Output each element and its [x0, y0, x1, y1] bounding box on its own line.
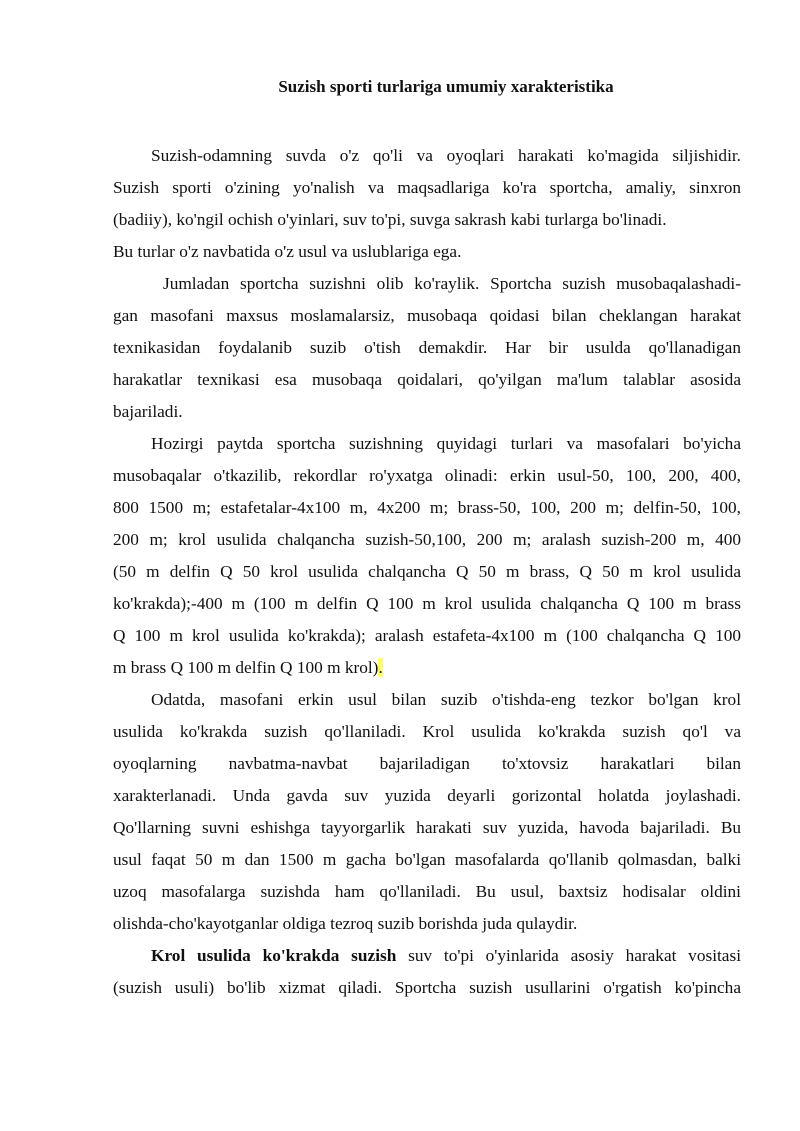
text-line: Qo'llarning suvni eshishga tayyorgarlik harakati suv yuzida, havoda bajariladi. Bu	[113, 818, 741, 837]
text-line: musobaqalar o'tkazilib, rekordlar ro'yxatga olinadi: erkin usul-50, 100, 200, 400,	[113, 466, 741, 485]
text-line: Suzish sporti o'zining yo'nalish va maqsadlariga ko'ra sportcha, amaliy, sinxron	[113, 178, 741, 197]
text-line: texnikasidan foydalanib suzib o'tish demakdir. Har bir usulda qo'llanadigan	[113, 338, 741, 357]
text-line: 800 1500 m; estafetalar-4x100 m, 4x200 m; brass-50, 100, 200 m; delfin-50, 100,	[113, 498, 741, 517]
document-title: Suzish sporti turlariga umumiy xarakteristika	[278, 77, 614, 96]
text-line: usulida ko'krakda suzish qo'llaniladi. Krol usulida ko'krakda suzish qo'l va	[113, 722, 741, 741]
text-segment: suv to'pi o'yinlarida asosiy harakat vositasi	[396, 946, 741, 965]
text-line: olishda-cho'kayotganlar oldiga tezroq suzib borishda juda qulaydir.	[113, 914, 578, 933]
bold-term: Krol usulida ko'krakda suzish	[151, 946, 397, 965]
text-line: (50 m delfin Q 50 krol usulida chalqancha Q 50 m brass, Q 50 m krol usulida	[113, 562, 741, 581]
document-body	[113, 140, 741, 1004]
text-line: (badiiy), ko'ngil ochish o'yinlari, suv to'pi, suvga sakrash kabi turlarga bo'linadi.	[113, 210, 667, 229]
text-segment: m brass Q 100 m delfin Q 100 m krol)	[113, 658, 379, 677]
text-line: (suzish usuli) bo'lib xizmat qiladi. Sportcha suzish usullarini o'rgatish ko'pincha	[113, 978, 741, 997]
text-line: xarakterlanadi. Unda gavda suv yuzida deyarli gorizontal holatda joylashadi.	[113, 786, 741, 805]
text-line: usul faqat 50 m dan 1500 m gacha bo'lgan masofalarda qo'llanib qolmasdan, balki	[113, 850, 741, 869]
text-line: Odatda, masofani erkin usul bilan suzib o'tishda-eng tezkor bo'lgan krol	[151, 690, 741, 709]
text-line: ko'krakda);-400 m (100 m delfin Q 100 m krol usulida chalqancha Q 100 m brass	[113, 594, 741, 613]
text-line: Q 100 m krol usulida ko'krakda); aralash estafeta-4x100 m (100 chalqancha Q 100	[113, 626, 741, 645]
text-line	[113, 652, 741, 684]
text-line: Jumladan sportcha suzishni olib ko'raylik. Sportcha suzish musobaqalashadi-	[163, 274, 741, 293]
text-line: Hozirgi paytda sportcha suzishning quyidagi turlari va masofalari bo'yicha	[151, 434, 741, 453]
text-line: gan masofani maxsus moslamalarsiz, musobaqa qoidasi bilan cheklangan harakat	[113, 306, 741, 325]
text-line: harakatlar texnikasi esa musobaqa qoidalari, qo'yilgan ma'lum talablar asosida	[113, 370, 741, 389]
text-line: Bu turlar o'z navbatida o'z usul va uslublariga ega.	[113, 242, 462, 261]
highlight-mark: .	[378, 658, 383, 677]
text-line: oyoqlarning navbatma-navbat bajariladigan to'xtovsiz harakatlari bilan	[113, 754, 741, 773]
text-line: Suzish-odamning suvda o'z qo'li va oyoqlari harakati ko'magida siljishidir.	[151, 146, 741, 165]
text-line: uzoq masofalarga suzishda ham qo'llaniladi. Bu usul, baxtsiz hodisalar oldini	[113, 882, 741, 901]
text-line	[113, 940, 741, 972]
text-line: 200 m; krol usulida chalqancha suzish-50,100, 200 m; aralash suzish-200 m, 400	[113, 530, 741, 549]
text-line: bajariladi.	[113, 402, 183, 421]
